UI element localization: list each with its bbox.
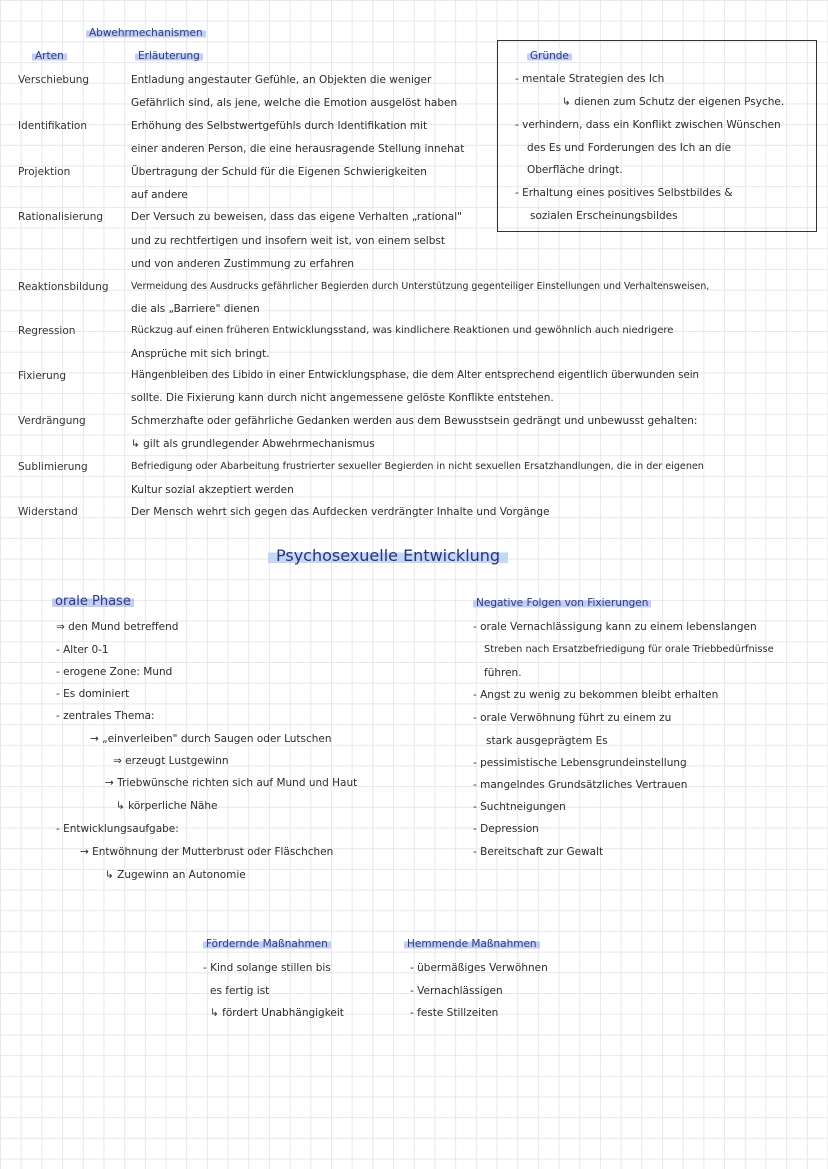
orale-line: - Es dominiert xyxy=(56,688,130,700)
erl-line: Übertragung der Schuld für die Eigenen Schwierigkeiten xyxy=(131,166,427,178)
negative-line: - Angst zu wenig zu bekommen bleibt erhalten xyxy=(473,689,719,701)
art-verdraengung: Verdrängung xyxy=(18,415,86,427)
col-erlaeuterung-heading: Erläuterung xyxy=(135,49,203,63)
orale-line: → Entwöhnung der Mutterbrust oder Fläschchen xyxy=(80,846,334,858)
erl-line: Gefährlich sind, als jene, welche die Emotion ausgelöst haben xyxy=(131,97,458,109)
erl-line: ↳ gilt als grundlegender Abwehrmechanismus xyxy=(131,438,375,450)
art-projektion: Projektion xyxy=(18,166,71,178)
foerdernde-line: ↳ fördert Unabhängigkeit xyxy=(210,1007,344,1019)
orale-phase-title: orale Phase xyxy=(52,595,134,609)
negative-line: stark ausgeprägtem Es xyxy=(486,735,608,747)
art-widerstand: Widerstand xyxy=(18,506,78,518)
gruende-line: des Es und Forderungen des Ich an die xyxy=(527,142,732,154)
erl-line: Kultur sozial akzeptiert werden xyxy=(131,484,294,496)
erl-line: einer anderen Person, die eine herausragende Stellung innehat xyxy=(131,143,465,155)
foerdernde-line: - Kind solange stillen bis xyxy=(203,962,331,974)
art-rationalisierung: Rationalisierung xyxy=(18,211,104,223)
hemmende-line: - übermäßiges Verwöhnen xyxy=(410,962,548,974)
orale-line: - Entwicklungsaufgabe: xyxy=(56,823,179,835)
orale-line: ↳ körperliche Nähe xyxy=(116,800,218,812)
erl-line: Rückzug auf einen früheren Entwicklungsstand, was kindlichere Reaktionen und gewöhnlich auch niedrigere xyxy=(131,325,674,336)
negative-line: - orale Verwöhnung führt zu einem zu xyxy=(473,712,672,724)
art-sublimierung: Sublimierung xyxy=(18,461,88,473)
gruende-line: sozialen Erscheinungsbildes xyxy=(530,210,678,222)
erl-line: Ansprüche mit sich bringt. xyxy=(131,348,270,360)
negative-line: - orale Vernachlässigung kann zu einem lebenslangen xyxy=(473,621,757,633)
erl-line: Hängenbleiben des Libido in einer Entwicklungsphase, die dem Alter entsprechend eigentlich überwunden sein xyxy=(131,370,700,381)
orale-line: ⇒ den Mund betreffend xyxy=(56,621,179,633)
orale-line: → Triebwünsche richten sich auf Mund und Haut xyxy=(105,777,358,789)
erl-line: Der Mensch wehrt sich gegen das Aufdecken verdrängter Inhalte und Vorgänge xyxy=(131,506,550,518)
hemmende-line: - Vernachlässigen xyxy=(410,985,503,997)
foerdernde-line: es fertig ist xyxy=(210,985,270,997)
negative-folgen-title: Negative Folgen von Fixierungen xyxy=(473,596,651,610)
gruende-line: - Erhaltung eines positives Selbstbildes & xyxy=(515,187,733,199)
orale-line: - Alter 0-1 xyxy=(56,644,109,656)
erl-line: auf andere xyxy=(131,189,188,201)
orale-line: → „einverleiben" durch Saugen oder Lutschen xyxy=(90,733,332,745)
hemmende-title: Hemmende Maßnahmen xyxy=(404,937,540,951)
psycho-title: Psychosexuelle Entwicklung xyxy=(268,545,508,567)
art-reaktionsbildung: Reaktionsbildung xyxy=(18,281,109,293)
erl-line: Entladung angestauter Gefühle, an Objekten die weniger xyxy=(131,74,432,86)
negative-line: führen. xyxy=(484,667,522,679)
negative-line: Streben nach Ersatzbefriedigung für orale Triebbedürfnisse xyxy=(484,644,774,655)
foerdernde-title: Fördernde Maßnahmen xyxy=(203,937,331,951)
gruende-box xyxy=(497,40,817,232)
erl-line: und zu rechtfertigen und insofern weit ist, von einem selbst xyxy=(131,235,445,247)
gruende-line: Oberfläche dringt. xyxy=(527,164,623,176)
orale-line: ⇒ erzeugt Lustgewinn xyxy=(113,755,229,767)
hemmende-line: - feste Stillzeiten xyxy=(410,1007,499,1019)
orale-line: - zentrales Thema: xyxy=(56,710,155,722)
erl-line: und von anderen Zustimmung zu erfahren xyxy=(131,258,355,270)
negative-line: - Depression xyxy=(473,823,539,835)
erl-line: Vermeidung des Ausdrucks gefährlicher Begierden durch Unterstützung gegenteiliger Einstellungen und Verhaltensweisen, xyxy=(131,281,710,292)
erl-line: Erhöhung des Selbstwertgefühls durch Identifikation mit xyxy=(131,120,428,132)
art-identifikation: Identifikation xyxy=(18,120,87,132)
erl-line: Der Versuch zu beweisen, dass das eigene Verhalten „rational" xyxy=(131,211,462,223)
art-fixierung: Fixierung xyxy=(18,370,67,382)
erl-line: die als „Barriere" dienen xyxy=(131,303,260,315)
gruende-line: ↳ dienen zum Schutz der eigenen Psyche. xyxy=(562,96,785,108)
orale-line: - erogene Zone: Mund xyxy=(56,666,173,678)
orale-line: ↳ Zugewinn an Autonomie xyxy=(105,869,246,881)
erl-line: sollte. Die Fixierung kann durch nicht angemessene gelöste Konflikte entstehen. xyxy=(131,392,554,404)
gruende-line: - verhindern, dass ein Konflikt zwischen Wünschen xyxy=(515,119,781,131)
gruende-line: - mentale Strategien des Ich xyxy=(515,73,665,85)
art-verschiebung: Verschiebung xyxy=(18,74,90,86)
gruende-title: Gründe xyxy=(527,49,572,63)
negative-line: - Bereitschaft zur Gewalt xyxy=(473,846,604,858)
erl-line: Befriedigung oder Abarbeitung frustrierter sexueller Begierden in nicht sexuellen Ersatzhandlungen, die in der eigenen xyxy=(131,461,704,472)
negative-line: - mangelndes Grundsätzliches Vertrauen xyxy=(473,779,688,791)
negative-line: - Suchtneigungen xyxy=(473,801,566,813)
abwehr-title: Abwehrmechanismen xyxy=(86,26,206,40)
erl-line: Schmerzhafte oder gefährliche Gedanken werden aus dem Bewusstsein gedrängt und unbewusst gehalten: xyxy=(131,415,698,427)
art-regression: Regression xyxy=(18,325,76,337)
negative-line: - pessimistische Lebensgrundeinstellung xyxy=(473,757,687,769)
col-arten-heading: Arten xyxy=(32,49,67,63)
